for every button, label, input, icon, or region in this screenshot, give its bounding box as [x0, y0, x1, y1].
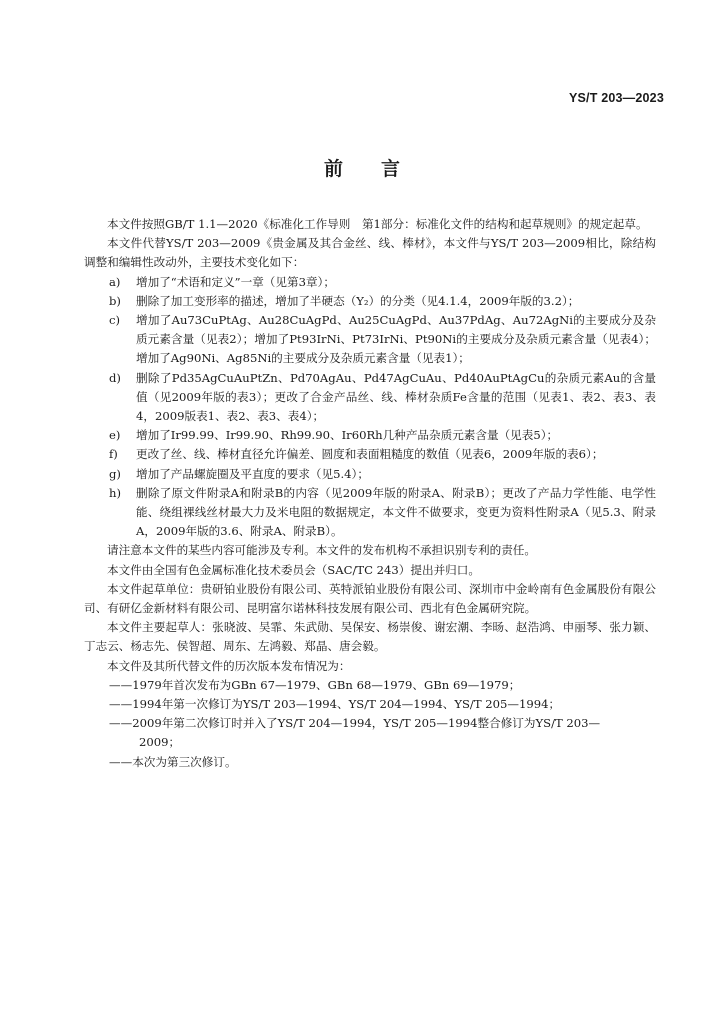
history-item-continuation: 2009； — [139, 735, 181, 750]
page-title: 前言 — [323, 158, 438, 180]
change-text: 删除了原文件附录A和附录B的内容（见2009年版的附录A、附录B）；更改了产品力学性能、电学性能、绕组裸线丝材最大力及米电阻的数据规定，本文件不做要求，变更为资料性附录A（见5.3、附录A，2009年版的3.6、附录A、附录B）。 — [136, 485, 656, 539]
intro-paragraph: 本文件按照GB/T 1.1—2020《标准化工作导则 第1部分：标准化文件的结构和起草规则》的规定起草。 — [107, 217, 648, 231]
change-label: e) — [109, 428, 121, 443]
history-intro: 本文件及其所代替文件的历次版本发布情况为： — [107, 658, 351, 673]
change-label: a) — [109, 274, 121, 289]
change-text: 删除了Pd35AgCuAuPtZn、Pd70AgAu、Pd47AgCuAu、Pd40AuPtAgCu的杂质元素Au的含量值（见2009年版的表3）；更改了合金产品丝、线、棒材杂质Fe含量的范围（见表1、表2、表3、表4，2009版表1、表2、表3、表4）； — [136, 370, 656, 424]
standard-code: YS/T 203—2023 — [568, 91, 664, 105]
change-item — [84, 311, 656, 369]
change-text: 增加了“术语和定义”一章（见第3章）； — [136, 274, 335, 289]
change-item — [84, 484, 656, 542]
change-item — [84, 445, 656, 464]
history-item: ——本次为第三次修订。 — [109, 754, 237, 769]
history-item: ——1979年首次发布为GBn 67—1979、GBn 68—1979、GBn 69—1979； — [109, 677, 521, 692]
change-item — [84, 292, 656, 311]
change-text: 增加了Ir99.99、Ir99.90、Rh99.90、Ir60Rh几种产品杂质元素含量（见表5）； — [136, 428, 559, 443]
history-item: ——1994年第一次修订为YS/T 203—1994、YS/T 204—1994、YS/T 205—1994； — [109, 697, 561, 712]
proposer-note: 本文件由全国有色金属标准化技术委员会（SAC/TC 243）提出并归口。 — [107, 562, 480, 577]
drafting-units: 本文件起草单位：贵研铂业股份有限公司、英特派铂业股份有限公司、深圳市中金岭南有色金属股份有限公司、有研亿金新材料有限公司、昆明富尔诺林科技发展有限公司、西北有色金属研究院。 — [84, 581, 656, 616]
change-item — [84, 465, 656, 484]
change-label: h) — [109, 485, 121, 500]
change-item — [84, 426, 656, 445]
change-text: 删除了加工变形率的描述，增加了半硬态（Y₂）的分类（见4.1.4，2009年版的3.2）； — [136, 293, 580, 308]
change-label: g) — [109, 466, 121, 481]
change-label: d) — [109, 370, 121, 385]
change-item — [84, 369, 656, 427]
change-text: 更改了丝、线、棒材直径允许偏差、圆度和表面粗糙度的数值（见表6，2009年版的表6）； — [136, 447, 604, 462]
history-item: ——2009年第二次修订时并入了YS/T 204—1994，YS/T 205—1994整合修订为YS/T 203— — [109, 716, 601, 731]
patent-note: 请注意本文件的某些内容可能涉及专利。本文件的发布机构不承担识别专利的责任。 — [107, 543, 536, 558]
change-label: b) — [109, 293, 121, 308]
change-label: c) — [109, 313, 121, 328]
intro-paragraph: 本文件代替YS/T 203—2009《贵金属及其合金丝、线、棒材》，本文件与YS/T 203—2009相比，除结构调整和编辑性改动外，主要技术变化如下： — [84, 236, 656, 270]
foreword-body — [84, 215, 656, 772]
drafters: 本文件主要起草人：张晓波、吴霏、朱武勋、吴保安、杨崇俊、谢宏潮、李旸、赵浩鸿、申丽琴、张力颖、丁志云、杨志先、侯智超、周东、左鸿毅、郑晶、唐会毅。 — [84, 620, 656, 654]
change-text: 增加了Au73CuPtAg、Au28CuAgPd、Au25CuAgPd、Au37PdAg、Au72AgNi的主要成分及杂质元素含量（见表2）；增加了Pt93IrNi、Pt73IrNi、Pt90Ni的主要成分及杂质元素含量（见表4）；增加了Ag90Ni、Ag85Ni的主要成分及杂质元素含量（见表1）； — [136, 313, 656, 366]
change-item — [84, 273, 656, 292]
change-label: f) — [109, 447, 118, 462]
change-text: 增加了产品螺旋圈及平直度的要求（见5.4）； — [136, 466, 369, 481]
